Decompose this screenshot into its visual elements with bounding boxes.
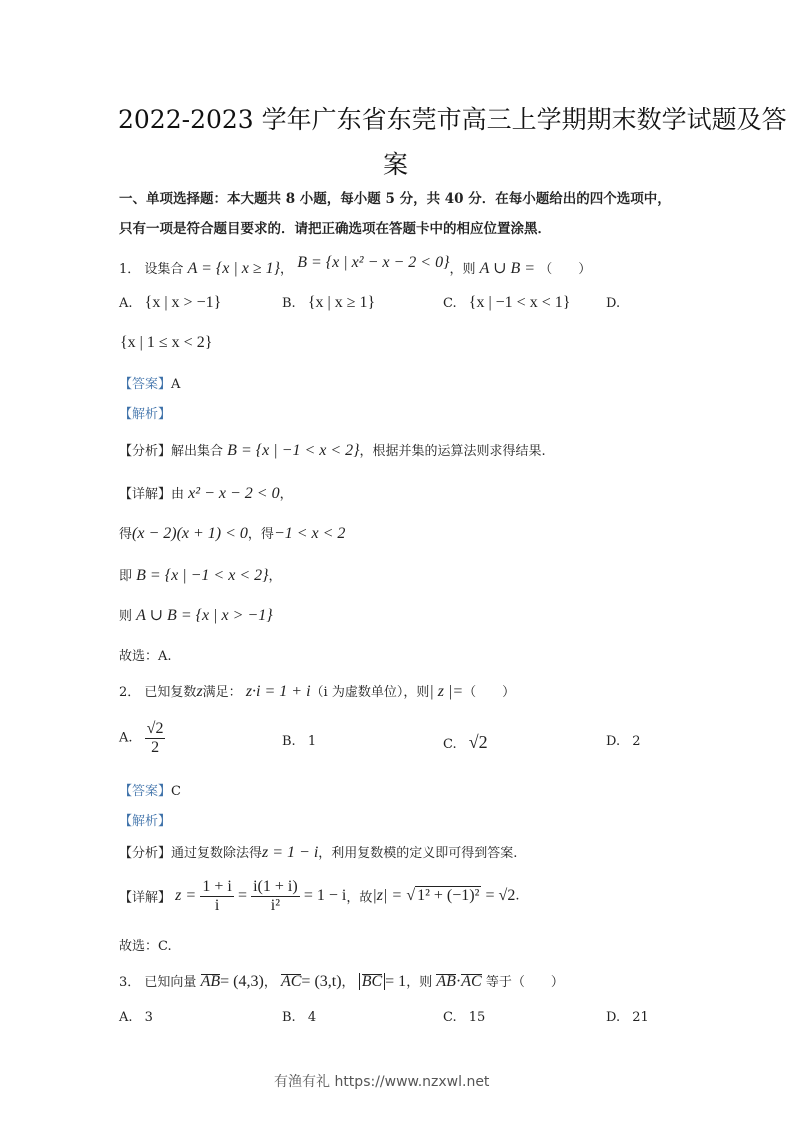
question-number: 2． [119,685,141,700]
q3-option-c: C. 15 [443,1010,486,1025]
q2-answer: 【答案】C [119,784,181,799]
q2-option-d: D. 2 [606,734,641,749]
q3-option-d: D. 21 [606,1010,649,1025]
square-root: √ 1² + (−1)² [406,887,480,905]
vector-bc: BC [361,973,383,990]
math-union: A ∪ B = [479,260,536,277]
fraction: $\frac{1 + i}{i}$ [202,878,232,914]
q1-conclusion: 故选：A. [119,649,172,664]
vector-ab: AB [436,973,456,990]
q1-step-4: 则 A ∪ B = {x | x > −1} [119,607,273,624]
vector-ab: AB [200,973,221,990]
q1-option-a: A. {x | x > −1} [119,294,222,311]
answer-blank: （ ） [511,975,564,990]
q1-detail: 【详解】由 x² − x − 2 < 0， [119,485,293,502]
answer-tag: 【答案】 [119,377,172,392]
section-header-line-1: 一、单项选择题：本大题共 8 小题，每小题 5 分，共 40 分．在每小题给出的四个选项中， [119,191,671,207]
q1-step-3: 即 B = {x | −1 < x < 2}， [119,567,282,584]
fraction: $\frac{√2}{2}$ [146,720,164,756]
q2-option-a: A. $\frac{√2}{2}$ [119,720,164,756]
q1-option-b: B. {x | x ≥ 1} [282,294,376,311]
q3-option-b: B. 4 [282,1010,317,1025]
question-1-stem: 1． 设集合 A = {x | x ≥ 1}， B = {x | x² − x − 2 < 0}，则 A ∪ B = （ ） [119,254,592,277]
q1-option-c: C. {x | −1 < x < 1} [443,294,571,311]
answer-blank: （ ） [463,685,516,700]
q2-option-c: C. √2 [443,732,488,752]
q2-option-b: B. 1 [282,734,317,749]
q1-step-2: 得(x − 2)(x + 1) < 0，得−1 < x < 2 [119,525,346,542]
q2-detail: 【详解】 z = $\frac{1 + i}{i}$ = $\frac{i(1 + i)}{\text{i²}}$ = 1 − i，故|z| = √ 1² + (−1)² = √2. [119,878,520,914]
vector-ac: AC [461,973,482,990]
vector-ac: AC [280,973,302,990]
question-number: 3． [119,975,141,990]
page-title-line-2: 案 [383,150,409,179]
q3-option-a: A. 3 [119,1010,153,1025]
footer-watermark: 有渔有礼 https://www.nzxwl.net [274,1074,490,1090]
question-3-stem: 3． 已知向量 AB= (4,3)， AC= (3,t)， BC = 1，则 AB·AC 等于（ ） [119,973,564,990]
math-set-a: A = {x | x ≥ 1} [187,260,281,277]
answer-blank: （ ） [539,262,592,277]
q2-conclusion: 故选：C. [119,939,172,954]
fraction: $\frac{i(1 + i)}{\text{i²}}$ [253,878,298,914]
q1-option-d-value: {x | 1 ≤ x < 2} [120,334,213,351]
question-2-stem: 2． 已知复数z满足： z·i = 1 + i（i 为虚数单位），则| z |=（ ） [119,683,516,700]
page-title-line-1: 2022-2023 学年广东省东莞市高三上学期期末数学试题及答 [118,105,787,134]
q1-fenxi: 【分析】解出集合 B = {x | −1 < x < 2}，根据并集的运算法则求得结果. [119,442,546,459]
q2-fenxi: 【分析】通过复数除法得z = 1 − i，利用复数模的定义即可得到答案. [119,844,518,861]
q1-answer: 【答案】A [119,377,181,392]
q1-analysis-tag: 【解析】 [119,407,172,422]
q2-analysis-tag: 【解析】 [119,814,172,829]
math-set-b: B = {x | x² − x − 2 < 0} [297,254,450,271]
question-number: 1． [119,262,141,277]
q1-option-d-label: D. [606,296,621,311]
answer-tag: 【答案】 [119,784,172,799]
section-header-line-2: 只有一项是符合题目要求的．请把正确选项在答题卡中的相应位置涂黑． [119,221,551,237]
